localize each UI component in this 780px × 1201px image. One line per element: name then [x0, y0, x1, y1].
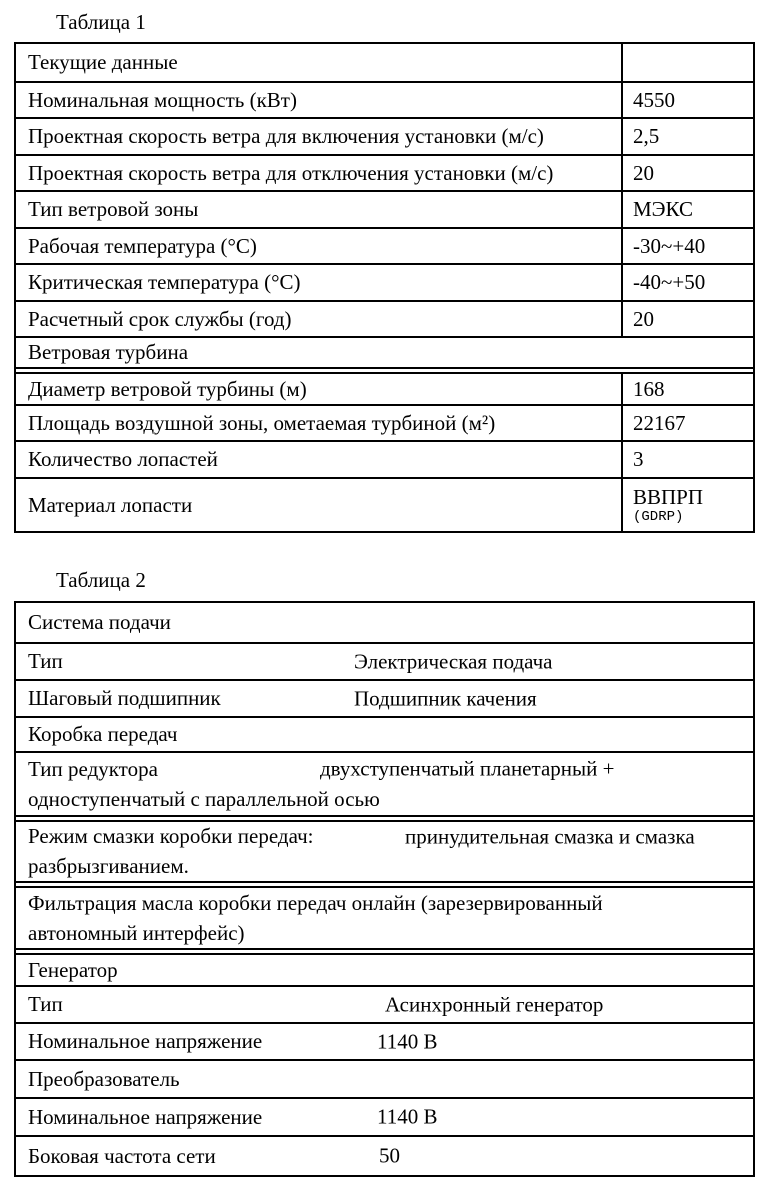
table-row: [16, 1097, 753, 1135]
row-value-text: Подшипник качения: [354, 686, 537, 710]
row-value: [621, 192, 753, 227]
row-label-text: Номинальное напряжение: [28, 1104, 263, 1129]
row-label: [16, 442, 621, 477]
row-label-text: Расчетный срок службы (год): [28, 306, 292, 331]
section-label-text: Система подачи: [28, 610, 171, 634]
table-row: [16, 154, 753, 190]
row-label: [16, 265, 621, 300]
row-label-text: Проектная скорость ветра для отключения установки (м/с): [28, 160, 554, 185]
table-section-row: [16, 336, 753, 367]
row-value-text: Электрическая подача: [354, 649, 553, 673]
row-value-text: принудительная смазка и смазка: [405, 824, 695, 849]
row-label-text: Номинальная мощность (кВт): [28, 87, 297, 112]
row-value-text: -40~+50: [633, 270, 706, 294]
row-value: [621, 302, 753, 336]
row-label-text: Тип редуктора: [28, 756, 158, 781]
row-value-text: 2,5: [633, 124, 660, 148]
row-label: [16, 479, 621, 531]
row-value-text: 3: [633, 447, 644, 471]
row-label-text: Текущие данные: [28, 50, 178, 74]
row-label: [16, 44, 621, 81]
row-label: [16, 302, 621, 336]
row-label-text: Тип: [28, 992, 63, 1016]
table-row: [16, 227, 753, 263]
row-label-text: Тип ветровой зоны: [28, 197, 199, 221]
row-value-text: Асинхронный генератор: [385, 992, 604, 1016]
table-row: [16, 117, 753, 154]
row-value-note: (GDRP): [633, 509, 684, 526]
section-label-text: Генератор: [28, 957, 118, 982]
row-value: [621, 119, 753, 154]
row-line-2: [28, 852, 753, 882]
table1-title: Таблица 1: [56, 10, 146, 34]
row-label-text: Режим смазки коробки передач:: [28, 824, 314, 849]
row-value: [621, 374, 753, 404]
row-value-text: -30~+40: [633, 233, 706, 258]
section-label: [16, 338, 753, 367]
table-row: [16, 985, 753, 1022]
section-label-continuation: автономный интерфейс): [28, 920, 245, 945]
table-row: [16, 815, 753, 881]
table-row: [16, 1022, 753, 1059]
row-label-text: Критическая температура (°С): [28, 270, 301, 294]
row-label-text: Боковая частота сети: [28, 1143, 216, 1168]
table-row: [16, 440, 753, 477]
table-row: [16, 404, 753, 440]
row-label-text: Рабочая температура (°С): [28, 233, 257, 258]
row-value: [621, 83, 753, 117]
table-row: [16, 263, 753, 300]
row-label: [16, 406, 621, 440]
table-row: [16, 190, 753, 227]
table1: [14, 42, 755, 533]
row-value-text: 4550: [633, 87, 675, 112]
section-label-text: Фильтрация масла коробки передач онлайн (зарезервированный: [28, 890, 603, 915]
table-row: [16, 642, 753, 679]
row-line-1: [28, 754, 753, 784]
row-line-2: [28, 784, 753, 814]
row-label-text: Площадь воздушной зоны, ометаемая турбиной (м²): [28, 410, 496, 435]
table-row: [16, 477, 753, 531]
table2-title: Таблица 2: [56, 568, 146, 592]
table-section-row: [16, 1059, 753, 1097]
row-label: [16, 229, 621, 263]
row-value-text: 1140 В: [377, 1104, 438, 1129]
section-label-text: Коробка передач: [28, 722, 178, 746]
row-label-text: Диаметр ветровой турбины (м): [28, 376, 307, 401]
table-row: [16, 367, 753, 404]
row-line-1: [28, 822, 753, 852]
table-row: [16, 81, 753, 117]
row-label: [16, 119, 621, 154]
row-value: [621, 156, 753, 190]
row-label-text: Тип: [28, 649, 63, 673]
row-value: [621, 442, 753, 477]
table-section-row: [16, 716, 753, 751]
row-value-text: 20: [633, 160, 654, 185]
table-row: [16, 300, 753, 336]
row-label-text: Проектная скорость ветра для включения установки (м/с): [28, 124, 544, 148]
table-row: [16, 44, 753, 81]
section-label-text: Преобразователь: [28, 1066, 180, 1091]
row-value-continuation: разбрызгиванием.: [28, 853, 189, 878]
table-row: [16, 751, 753, 815]
row-value: [621, 479, 753, 531]
row-label-text: Материал лопасти: [28, 492, 193, 517]
row-line-2: [28, 918, 753, 948]
row-label-text: Номинальное напряжение: [28, 1029, 263, 1053]
table-section-row: [16, 948, 753, 985]
row-label: [16, 192, 621, 227]
table-section-row: [16, 603, 753, 642]
row-value: [621, 406, 753, 440]
row-value-text: 168: [633, 376, 665, 401]
row-value: [621, 229, 753, 263]
row-value-text: 1140 В: [377, 1029, 438, 1053]
row-label-text: Количество лопастей: [28, 447, 218, 471]
table-row: [16, 1135, 753, 1175]
section-label-text: Ветровая турбина: [28, 340, 189, 364]
row-value-text: ВВПРП: [633, 484, 704, 509]
row-value-text: двухступенчатый планетарный +: [320, 756, 615, 781]
row-value-text: 20: [633, 306, 654, 331]
row-value-text: МЭКС: [633, 197, 694, 221]
table-section-row: [16, 881, 753, 948]
row-value: [621, 44, 753, 81]
table-row: [16, 679, 753, 716]
row-label: [16, 156, 621, 190]
row-value-continuation: одноступенчатый с параллельной осью: [28, 786, 380, 811]
row-label: [16, 83, 621, 117]
table2: [14, 601, 755, 1177]
row-label-text: Шаговый подшипник: [28, 686, 221, 710]
row-value-text: 22167: [633, 410, 686, 435]
row-value: [621, 265, 753, 300]
row-value-text: 50: [379, 1143, 400, 1168]
row-line-1: [28, 888, 753, 918]
row-label: [16, 374, 621, 404]
